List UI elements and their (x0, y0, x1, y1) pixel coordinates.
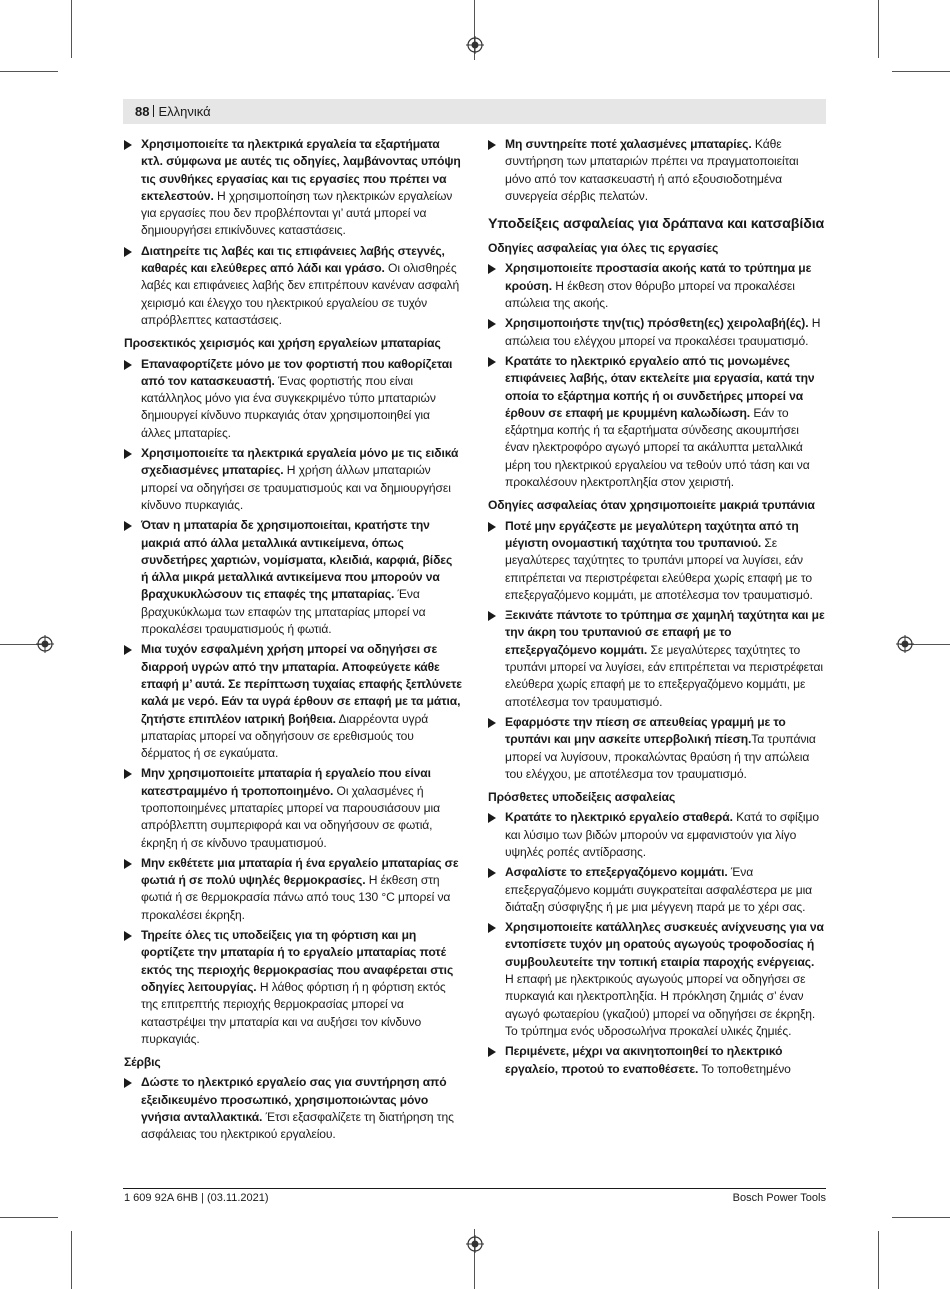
subhead-long-bits: Οδηγίες ασφαλείας όταν χρησιμοποιείτε μακριά τρυπάνια (488, 498, 815, 513)
bullet-arrow-icon (488, 1047, 496, 1057)
subhead-additional: Πρόσθετες υποδείξεις ασφαλείας (488, 790, 676, 805)
list-item (124, 765, 462, 851)
item-text: Ένας φορτιστής που είναι κατάλληλος μόνο για ένα συγκεκριμένο τύπο μπαταριών δημιουργεί κίνδυνο πυρκαγιάς όταν χρησιμοποιηθεί για άλλες μπαταρίες. (141, 373, 436, 440)
item-text: Η επαφή με ηλεκτρικούς αγωγούς μπορεί να οδηγήσει σε πυρκαγιά και ηλεκτροπληξία. Η πρόκληση ζημιάς σ’ έναν αγωγό φωταερίου (γκαζιού) μπορεί να οδηγήσει σε έκρηξη. Το τρύπημα ενός υδροσωλήνα προκαλεί υλικές ζημιές. (505, 972, 816, 1038)
bullet-arrow-icon (488, 140, 496, 150)
list-item (488, 518, 826, 604)
item-bold-text: Χρησιμοποιείτε τα ηλεκτρικά εργαλεία μόνο με τις ειδικά σχεδιασμένες μπαταρίες. (141, 446, 459, 478)
crop-mark (0, 71, 58, 72)
page-header-bar (123, 99, 826, 124)
item-text: Η απώλεια του ελέγχου μπορεί να προκαλέσει τραυματισμό. (505, 316, 821, 348)
item-text: Το τοποθετημένο (698, 1061, 791, 1076)
item-bold-text: Χρησιμοποιείτε κατάλληλες συσκευές ανίχνευσης για να εντοπίσετε τυχόν μη ορατούς αγωγούς τροφοδοσίας ή συμβουλευτείτε την τοπική εταιρία παροχής ενέργειας. (505, 920, 824, 969)
crop-mark (892, 71, 950, 72)
item-text: Έτσι εξασφαλίζετε τη διατήρηση της ασφάλειας του ηλεκτρικού εργαλείου. (141, 1110, 454, 1142)
page-header (135, 104, 211, 120)
right-items-a (488, 136, 826, 205)
item-bold-text: Ποτέ μην εργάζεστε με μεγαλύτερη ταχύτητα από τη μέγιστη ονομαστική ταχύτητα του τρυπανιού. (505, 518, 799, 550)
registration-target-icon (36, 635, 54, 653)
right-items-c (488, 518, 826, 783)
list-item (124, 136, 462, 240)
list-item (488, 809, 826, 861)
left-items-a (124, 136, 462, 329)
item-bold-text: Εφαρμόστε την πίεση σε απευθείας γραμμή με το τρυπάνι και μην ασκείτε υπερβολική πίεση. (505, 714, 786, 747)
left-items-b (124, 356, 462, 1049)
list-item (488, 353, 826, 491)
section-title-drills: Υποδείξεις ασφαλείας για δράπανα και κατσαβίδια (488, 216, 825, 233)
item-bold-text: Κρατάτε το ηλεκτρικό εργαλείο από τις μονωμένες επιφάνειες λαβής, όταν εκτελείτε μια εργασία, κατά την οποία το εξάρτημα κοπής ή οι συνδετήρες μπορεί να έρθουν σε επαφή με κρυμμένη καλωδίωση. (505, 353, 815, 420)
list-item (488, 919, 826, 1040)
bullet-arrow-icon (488, 813, 496, 823)
item-bold-text: Μην εκθέτετε μια μπαταρία ή ένα εργαλείο μπαταρίας σε φωτιά ή σε πολύ υψηλές θερμοκρασίες. (141, 855, 459, 888)
item-text: Η έκθεση στον θόρυβο μπορεί να προκαλέσει απώλεια της ακοής. (505, 278, 795, 311)
list-item (124, 1074, 462, 1143)
footer-brand: Bosch Power Tools (732, 1192, 826, 1204)
item-text: Η έκθεση στη φωτιά ή σε θερμοκρασία πάνω από τους 130 °C μπορεί να προκαλέσει έκρηξη. (141, 873, 451, 922)
list-item (488, 1043, 826, 1078)
list-item (124, 927, 462, 1048)
item-bold-text: Ξεκινάτε πάντοτε το τρύπημα σε χαμηλή ταχύτητα και με την άκρη του τρυπανιού σε επαφή με το επεξεργαζόμενο κομμάτι. (505, 608, 825, 657)
item-text: Η χρήση άλλων μπαταριών μπορεί να οδηγήσει σε τραυματισμούς και να δημιουργήσει κίνδυνο πυρκαγιάς. (141, 463, 451, 512)
bullet-arrow-icon (124, 859, 132, 869)
bullet-arrow-icon (124, 521, 132, 531)
list-item (124, 855, 462, 924)
item-text: Η λάθος φόρτιση ή η φόρτιση εκτός της επιτρεπτής περιοχής θερμοκρασίας μπορεί να καταστρέψει την μπαταρία και να αυξήσει τον κίνδυνο πυρκαγιάς. (141, 979, 446, 1046)
item-text: Οι χαλασμένες ή τροποποιημένες μπαταρίες μπορεί να παρουσιάσουν μια απρόβλεπτη συμπεριφορά και να οδηγήσουν σε φωτιά, έκρηξη ή σε κίνδυνο τραυματισμού. (141, 783, 440, 850)
item-bold-text: Ασφαλίστε το επεξεργαζόμενο κομμάτι. (505, 865, 728, 880)
list-item (488, 864, 826, 916)
bullet-arrow-icon (124, 769, 132, 779)
page-language: Ελληνικά (158, 104, 211, 119)
right-items-b (488, 260, 826, 491)
item-text: Κάθε συντήρηση των μπαταριών πρέπει να πραγματοποιείται μόνο από τον κατασκευαστή ή από εξουσιοδοτημένα συνεργεία σέρβις πελατών. (505, 137, 799, 203)
footer-doc-code: 1 609 92A 6HB | (03.11.2021) (124, 1192, 269, 1204)
item-bold-text: Δώστε το ηλεκτρικό εργαλείο σας για συντήρηση από εξειδικευμένο προσωπικό, χρησιμοποιώντας μόνο γνήσια ανταλλακτικά. (141, 1075, 447, 1125)
item-text: Σε μεγαλύτερες ταχύτητες το τρυπάνι μπορεί να λυγίσει, εάν επιτρέπεται να περιστρέφεται ελεύθερα χωρίς επαφή με το επεξεργαζόμενο κομμάτι, με αποτέλεσμα τον τραυματισμό. (505, 535, 813, 602)
list-item (488, 714, 826, 783)
bullet-arrow-icon (488, 522, 496, 532)
bullet-arrow-icon (488, 319, 496, 329)
list-item (124, 243, 462, 329)
item-bold-text: Χρησιμοποιείτε προστασία ακοής κατά το τρύπημα με κρούση. (505, 261, 812, 293)
item-text: Οι ολισθηρές λαβές και επιφάνειες λαβής δεν επιτρέπουν κανέναν ασφαλή χειρισμό και έλεγχο του ηλεκτρικού εργαλείου σε τυχόν απρόβλεπτες καταστάσεις. (141, 261, 460, 327)
item-bold-text: Μην χρησιμοποιείτε μπαταρία ή εργαλείο που είναι κατεστραμμένο ή τροποποιημένο. (141, 766, 431, 798)
bullet-arrow-icon (124, 931, 132, 941)
bullet-arrow-icon (124, 645, 132, 655)
crop-mark (0, 1217, 58, 1218)
registration-target-icon (466, 36, 484, 54)
header-divider (153, 105, 154, 117)
bullet-arrow-icon (488, 718, 496, 728)
item-text: Κατά το σφίξιμο και λύσιμο των βιδών μπορούν να εμφανιστούν για λίγο υψηλές ροπές αντίδρασης. (505, 810, 819, 859)
bullet-arrow-icon (488, 264, 496, 274)
item-bold-text: Μη συντηρείτε ποτέ χαλασμένες μπαταρίες. (505, 137, 752, 151)
item-text: Η χρησιμοποίηση των ηλεκτρικών εργαλείων για εργασίες που δεν προβλέπονται γι’ αυτά μπορεί να δημιουργήσει επικίνδυνες καταστάσεις. (141, 188, 453, 238)
item-text: Σε μεγαλύτερες ταχύτητες το τρυπάνι μπορεί να λυγίσει, εάν επιτρέπεται να περιστρέφεται ελεύθερα χωρίς επαφή με το επεξεργαζόμενο κομμάτι, με αποτέλεσμα τον τραυματισμό. (505, 642, 823, 709)
item-text: Ένα βραχυκύκλωμα των επαφών της μπαταρίας μπορεί να προκαλέσει τραυματισμούς ή φωτιά. (141, 587, 426, 637)
bullet-arrow-icon (124, 140, 132, 150)
list-item (488, 136, 826, 205)
list-item (124, 445, 462, 514)
page-number: 88 (135, 104, 150, 119)
left-column (124, 136, 462, 1147)
item-bold-text: Περιμένετε, μέχρι να ακινητοποιηθεί το ηλεκτρικό εργαλείο, προτού το εναποθέσετε. (505, 1044, 783, 1076)
subhead-all-operations: Οδηγίες ασφαλείας για όλες τις εργασίες (488, 241, 719, 256)
subhead-service: Σέρβις (124, 1055, 161, 1070)
item-bold-text: Διατηρείτε τις λαβές και τις επιφάνειες λαβής στεγνές, καθαρές και ελεύθερες από λάδι και γράσο. (141, 243, 445, 276)
item-text: Εάν το εξάρτημα κοπής ή τα εξαρτήματα σύνδεσης ακουμπήσει έναν ηλεκτροφόρο αγωγό μπορεί τα ακάλυπτα μεταλλικά μέρη του ηλεκτρικού εργαλείου να τεθούν υπό τάση και να προκαλέσουν ηλεκτροπληξία στον χειριστή. (505, 405, 810, 490)
item-bold-text: Χρησιμοποιήστε την(τις) πρόσθετη(ες) χειρολαβή(ές). (505, 316, 809, 331)
item-bold-text: Επαναφορτίζετε μόνο με τον φορτιστή που καθορίζεται από τον κατασκευαστή. (141, 356, 453, 388)
item-bold-text: Χρησιμοποιείτε τα ηλεκτρικά εργαλεία τα εξαρτήματα κτλ. σύμφωνα με αυτές τις οδηγίες, λαμβάνοντας υπόψη τις συνθήκες εργασίας και τις εργασίες που πρέπει να εκτελεστούν. (141, 137, 461, 203)
bullet-arrow-icon (488, 357, 496, 367)
item-bold-text: Μια τυχόν εσφαλμένη χρήση μπορεί να οδηγήσει σε διαρροή υγρών από την μπαταρία. Αποφεύγετε κάθε επαφή μ’ αυτά. Σε περίπτωση τυχαίας επαφής ξεπλύνετε καλά με νερό. Εάν τα υγρά έρθουν σε επαφή με τα μάτια, ζητήστε επιπλέον ιατρική βοήθεια. (141, 642, 462, 726)
crop-mark (71, 0, 72, 58)
list-item (488, 607, 826, 711)
item-bold-text: Όταν η μπαταρία δε χρησιμοποιείται, κρατήστε την μακριά από άλλα μεταλλικά αντικείμενα, όπως συνδετήρες χαρτιών, νομίσματα, κλειδιά, καρφιά, βίδες ή άλλα μικρά μεταλλικά αντικείμενα που μπορούν να βραχυκυκλώσουν τις επαφές της μπαταρίας. (141, 518, 453, 602)
item-text: Διαρρέοντα υγρά μπαταρίας μπορεί να οδηγήσουν σε ερεθισμούς του δέρματος ή σε εγκαύματα. (141, 711, 429, 761)
item-bold-text: Κρατάτε το ηλεκτρικό εργαλείο σταθερά. (505, 810, 733, 825)
bullet-arrow-icon (124, 449, 132, 459)
registration-target-icon (466, 1235, 484, 1253)
list-item (124, 517, 462, 638)
bullet-arrow-icon (124, 1078, 132, 1088)
bullet-arrow-icon (488, 868, 496, 878)
item-bold-text: Τηρείτε όλες τις υποδείξεις για τη φόρτιση και μη φορτίζετε την μπαταρία ή το εργαλείο μπαταρίας ποτέ εκτός της περιοχής θερμοκρασίας που αναφέρεται στις οδηγίες λειτουργίας. (141, 928, 454, 994)
crop-mark (878, 0, 879, 58)
subhead-battery-tools: Προσεκτικός χειρισμός και χρήση εργαλείων μπαταρίας (124, 336, 441, 351)
list-item (124, 356, 462, 442)
crop-mark (878, 1231, 879, 1289)
bullet-arrow-icon (124, 360, 132, 370)
item-text: Ένα επεξεργαζόμενο κομμάτι συγκρατείται ασφαλέστερα με μια διάταξη σύσφιγξης ή με μια μέγγενη παρά με το χέρι σας. (505, 865, 813, 914)
bullet-arrow-icon (124, 247, 132, 257)
list-item (488, 260, 826, 312)
bullet-arrow-icon (488, 923, 496, 933)
item-text: Τα τρυπάνια μπορεί να λυγίσουν, προκαλώντας θραύση ή την απώλεια του ελέγχου, με αποτέλεσμα τον τραυματισμό. (505, 732, 816, 781)
crop-mark (71, 1231, 72, 1289)
bullet-arrow-icon (488, 611, 496, 621)
crop-mark (892, 1217, 950, 1218)
list-item (124, 641, 462, 762)
right-items-d (488, 809, 826, 1077)
registration-target-icon (896, 635, 914, 653)
footer-rule (123, 1188, 826, 1189)
left-items-c (124, 1074, 462, 1143)
right-column (488, 136, 826, 1081)
list-item (488, 315, 826, 350)
